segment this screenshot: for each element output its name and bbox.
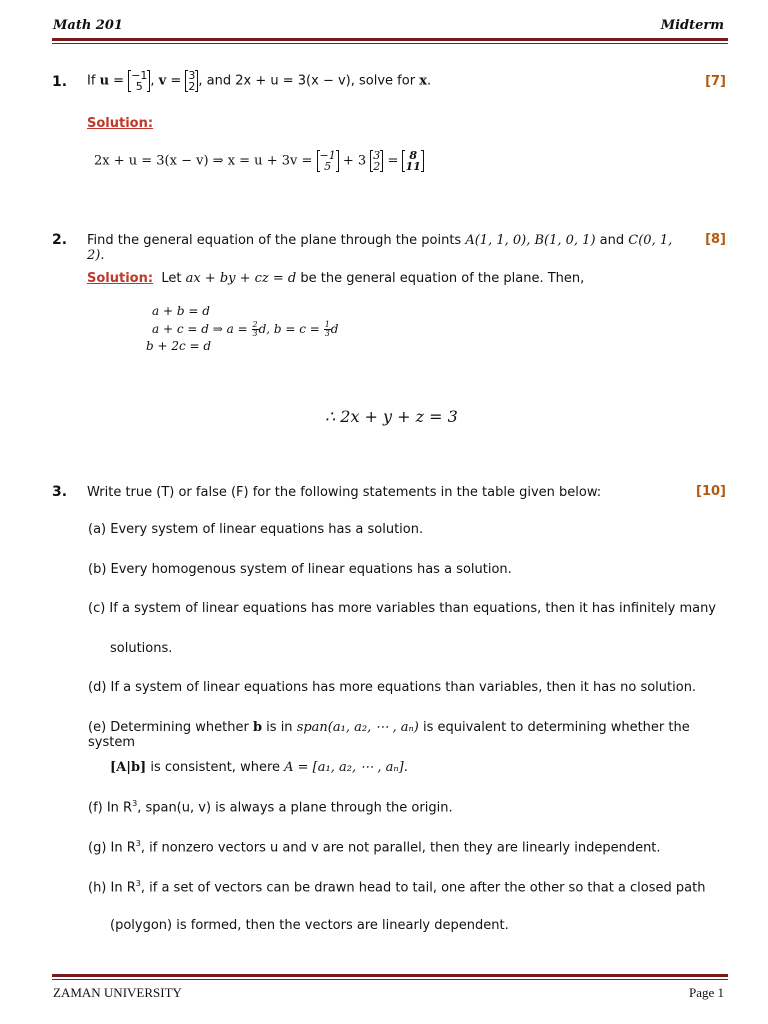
question-text: Find the general equation of the plane through the points A(1, 1, 0), B(1, 0, 1) and C(0, 1, 2). (87, 233, 673, 263)
statement-b: (b) Every homogenous system of linear equations has a solution. (88, 562, 512, 577)
question-number: 1. (52, 74, 68, 90)
statement-g: (g) In $R^3$, if nonzero vectors u and v are not parallel, then they are linearly independent. (88, 839, 661, 856)
system-eq-3: b + 2c = d (146, 339, 212, 353)
question-1 (52, 68, 728, 98)
statement-e: (e) Determining whether b is in span(a₁, a₂, ⋯ , aₙ) is equivalent to determining whether the system (88, 720, 690, 750)
footer-university: ZAMAN UNIVERSITY (53, 985, 182, 1000)
solution-label: Solution: (87, 271, 154, 286)
statement-c-cont: solutions. (110, 641, 173, 656)
q1-solution (52, 148, 728, 180)
statement-h-cont: (polygon) is formed, then the vectors are linearly dependent. (110, 918, 509, 933)
marks: [8] (705, 232, 726, 247)
solution-label: Solution: (87, 116, 154, 131)
statement-c: (c) If a system of linear equations has more variables than equations, then it has infinitely many (88, 601, 717, 616)
matrix: −1 5 (317, 150, 339, 172)
marks: [7] (705, 74, 726, 89)
system-eq-1: a + b = d (152, 304, 210, 318)
statement-e-cont: [A|b] is consistent, where A = [a₁, a₂, ⋯ , aₙ]. (110, 760, 408, 775)
header-course: Math 201 (53, 18, 123, 33)
header-rule-thick (52, 38, 728, 41)
marks: [10] (696, 484, 726, 499)
question-number: 3. (52, 484, 68, 500)
question-text: If u = −1 5 , v = 3 2 , and 2x + u = 3(x − v), solve for x. (87, 69, 432, 93)
footer-rule-thin (52, 979, 728, 980)
matrix-result: 8 11 (402, 150, 423, 172)
header-exam: Midterm (660, 18, 724, 33)
question-3 (52, 484, 728, 504)
statement-h: (h) In $R^3$, if a set of vectors can be drawn head to tail, one after the other so that a closed path (88, 879, 706, 896)
statement-d: (d) If a system of linear equations has more equations than variables, then it has no solution. (88, 680, 697, 695)
system-eq-2: a + c = d ⇒ a = $\frac{2}{3}$ d, b = c = $\frac{1}{3}$ d (152, 320, 339, 338)
q2-solution-intro (52, 270, 728, 290)
vector-v: 3 2 (185, 70, 198, 92)
solution-intro: Solution: Let ax + by + cz = d be the general equation of the plane. Then, (87, 271, 585, 286)
solution-equation: 2x + u = 3(x − v) ⇒ x = u + 3v = −1 5 + 3 3 2 = 8 11 (94, 150, 424, 172)
statement-f: (f) In $R^3$, span(u, v) is always a plane through the origin. (88, 799, 453, 816)
vector-u: −1 5 (128, 70, 150, 92)
footer-rule-thick (52, 974, 728, 977)
question-number: 2. (52, 232, 68, 248)
question-text: Write true (T) or false (F) for the following statements in the table given below: (87, 485, 602, 500)
statement-a: (a) Every system of linear equations has a solution. (88, 522, 424, 537)
matrix: 3 2 (370, 150, 383, 172)
footer-page-number: Page 1 (688, 985, 724, 1000)
q2-answer: ∴ 2x + y + z = 3 (325, 407, 458, 426)
header-rule-thin (52, 43, 728, 44)
question-2 (52, 232, 728, 263)
